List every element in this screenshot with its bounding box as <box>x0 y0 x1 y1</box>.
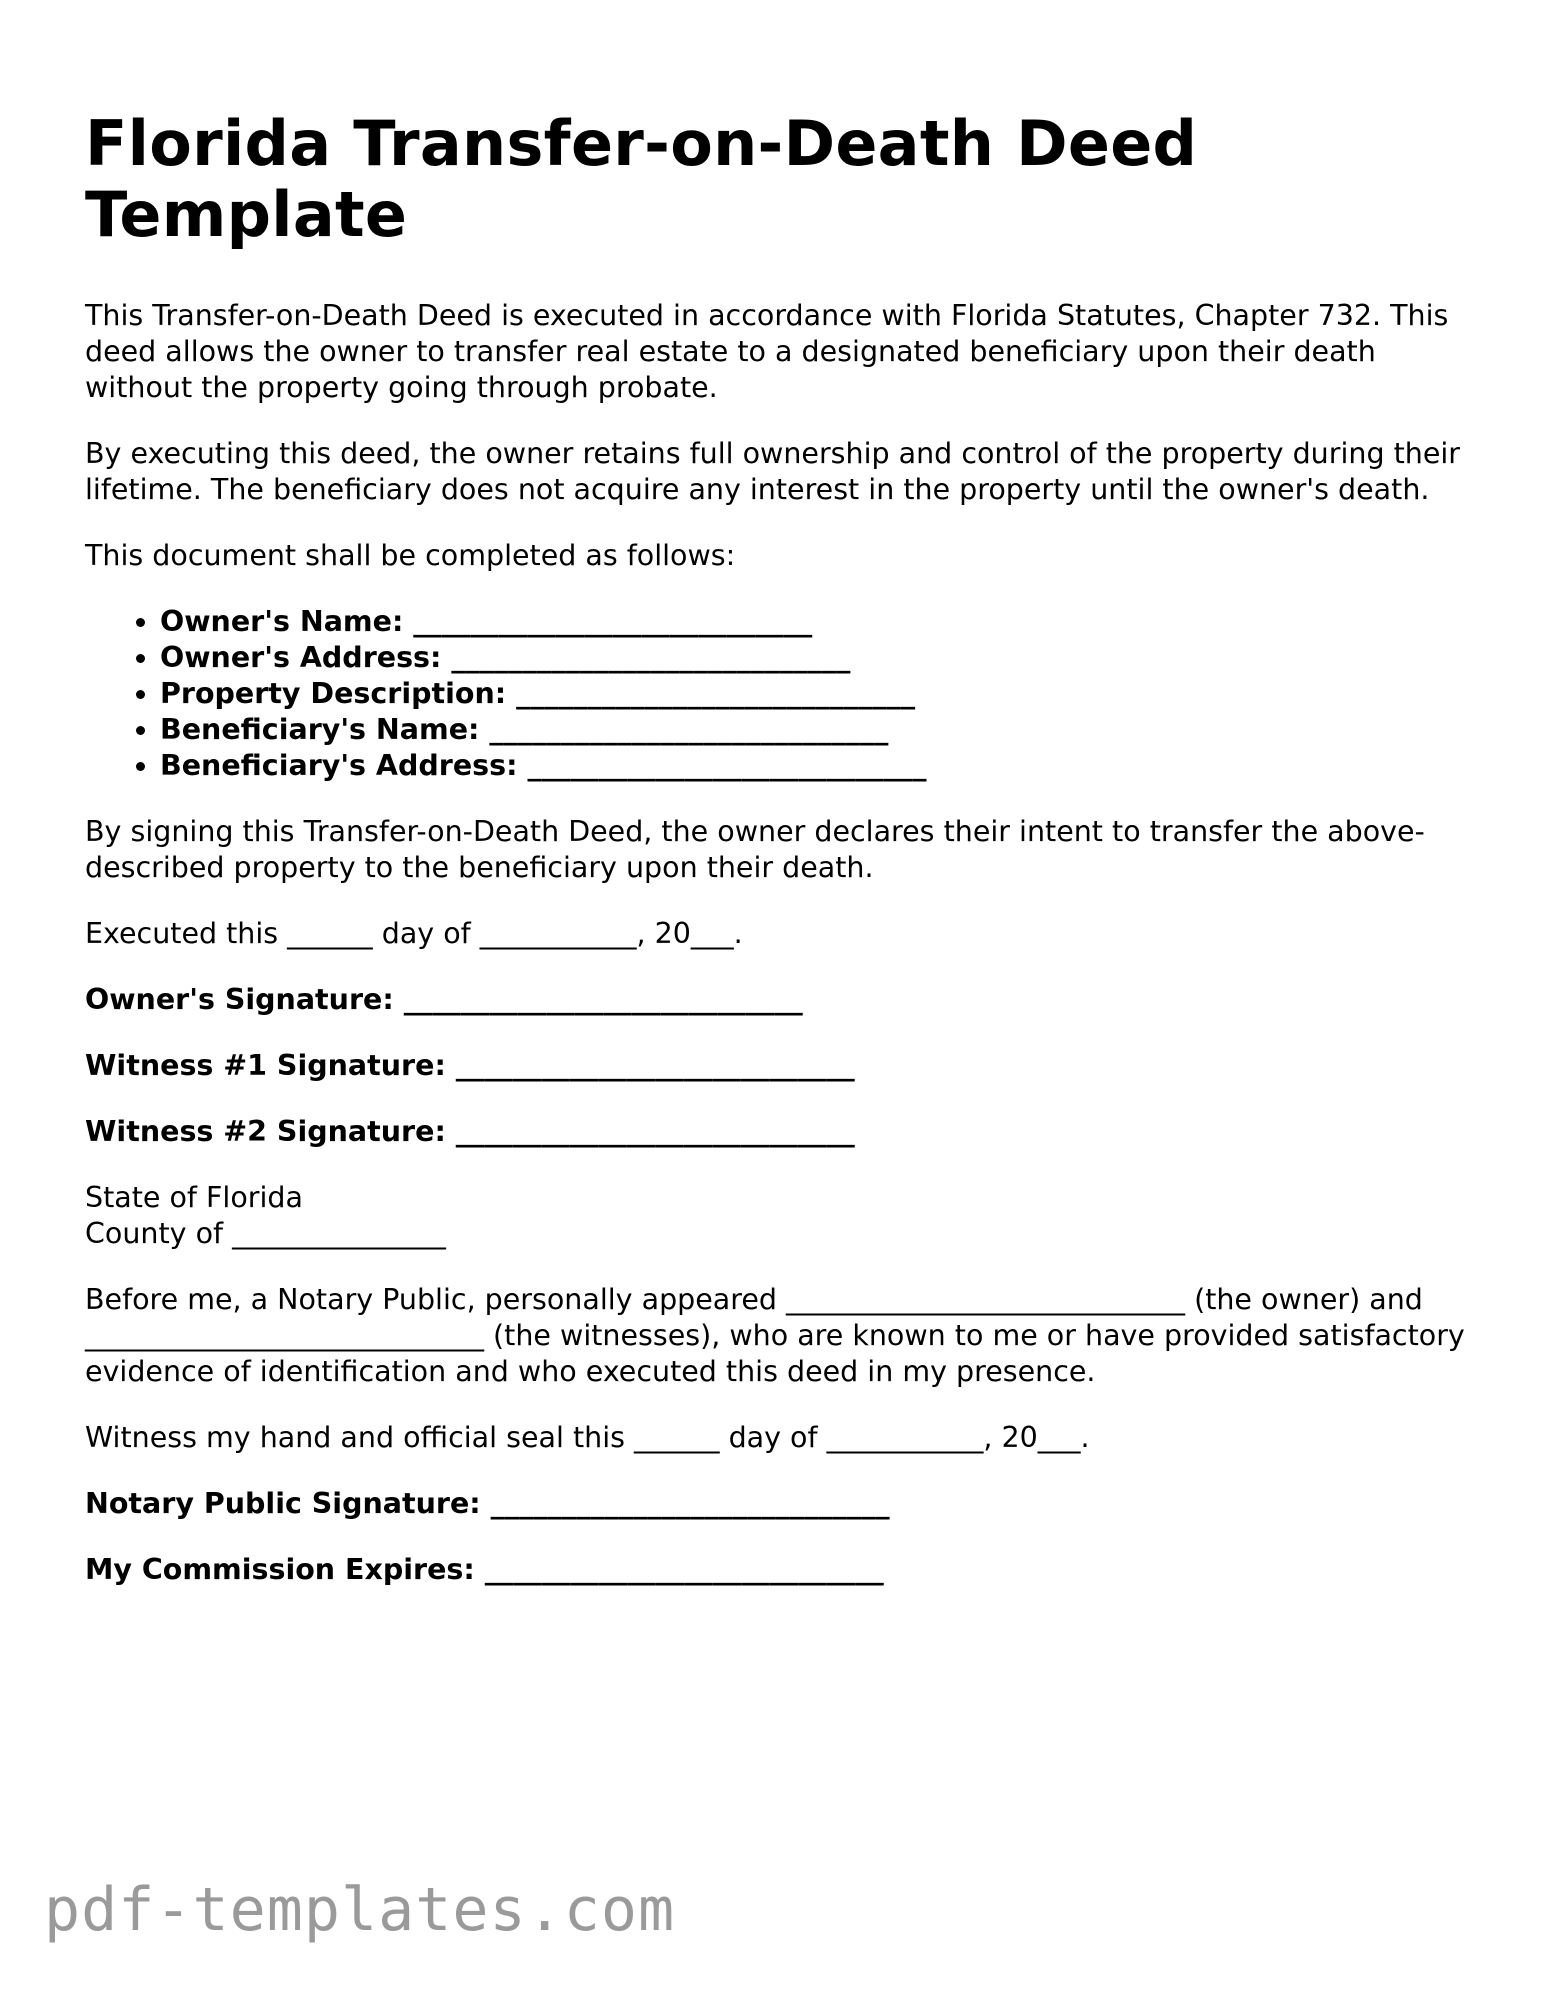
fields-list <box>85 604 1465 784</box>
notary-signature-line <box>85 1486 1465 1522</box>
owner-signature-line <box>85 982 1465 1018</box>
witness-1-signature-label: Witness #1 Signature: <box>85 1049 446 1082</box>
commission-expires-line <box>85 1552 1465 1588</box>
list-item <box>160 640 1465 676</box>
county-line: County of _______________ <box>85 1217 446 1250</box>
witness-2-signature-blank: ____________________________ <box>455 1115 855 1148</box>
field-label: Beneficiary's Address: <box>160 749 518 782</box>
executed-line: Executed this ______ day of ___________, 20___. <box>85 917 743 950</box>
notary-signature-blank: ____________________________ <box>490 1487 890 1520</box>
field-label: Beneficiary's Name: <box>160 713 480 746</box>
intro-paragraph-1: This Transfer-on-Death Deed is executed in accordance with Florida Statutes, Chapter 732. This deed allows the owner to transfer real estate to a designated beneficiary upon their death without the property going through probate. <box>85 299 1449 404</box>
field-label: Owner's Address: <box>160 641 442 674</box>
witness-2-signature-label: Witness #2 Signature: <box>85 1115 446 1148</box>
commission-expires-blank: ____________________________ <box>484 1553 884 1586</box>
witness-1-signature-line <box>85 1048 1465 1084</box>
venue-block <box>85 1180 1465 1252</box>
watermark: pdf-templates.com <box>44 1875 676 1945</box>
field-blank: ____________________________ <box>413 605 813 638</box>
field-label: Owner's Name: <box>160 605 404 638</box>
witness-2-signature-line <box>85 1114 1465 1150</box>
field-blank: ____________________________ <box>451 641 851 674</box>
seal-line: Witness my hand and official seal this ______ day of ___________, 20___. <box>85 1421 1090 1454</box>
intro-paragraph-2: By executing this deed, the owner retains full ownership and control of the property during their lifetime. The beneficiary does not acquire any interest in the property until the owner's death. <box>85 437 1460 506</box>
notary-signature-label: Notary Public Signature: <box>85 1487 481 1520</box>
list-item <box>160 676 1465 712</box>
commission-expires-label: My Commission Expires: <box>85 1553 475 1586</box>
field-blank: ____________________________ <box>489 713 889 746</box>
instructions-paragraph: This document shall be completed as follows: <box>85 539 736 572</box>
notary-paragraph: Before me, a Notary Public, personally appeared ____________________________ (the owner) and ____________________________ (the witnesses), who are known to me or have provided satisfactory evidence of identification and who executed this deed in my presence. <box>85 1283 1465 1388</box>
document-page <box>85 108 1465 1618</box>
state-line: State of Florida <box>85 1181 303 1214</box>
owner-signature-label: Owner's Signature: <box>85 983 394 1016</box>
field-blank: ____________________________ <box>527 749 927 782</box>
document-title: Florida Transfer-on-Death Deed Template <box>85 107 1198 251</box>
list-item <box>160 748 1465 784</box>
declaration-paragraph: By signing this Transfer-on-Death Deed, the owner declares their intent to transfer the above-described property to the beneficiary upon their death. <box>85 815 1425 884</box>
field-blank: ____________________________ <box>516 677 916 710</box>
list-item <box>160 604 1465 640</box>
field-label: Property Description: <box>160 677 507 710</box>
owner-signature-blank: ____________________________ <box>403 983 803 1016</box>
witness-1-signature-blank: ____________________________ <box>455 1049 855 1082</box>
list-item <box>160 712 1465 748</box>
